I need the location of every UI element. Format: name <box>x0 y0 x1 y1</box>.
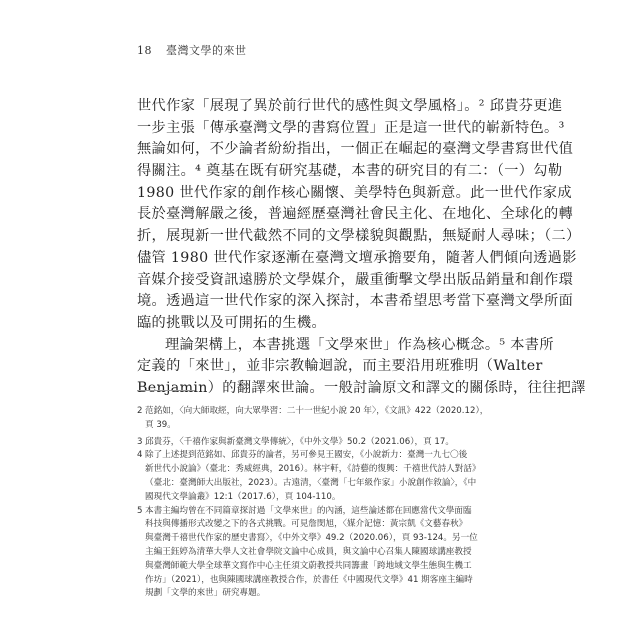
footnote-text: 國現代文學論叢》12:1（2017.6），頁 104-110。 <box>145 491 341 502</box>
footnote-text: 新世代小說論》（臺北：秀威經典，2016）。林宇軒，《詩藝的復興：千禧世代詩人對話》 <box>145 464 481 475</box>
footnote-text: 主編王鈺婷為清華大學人文社會學院文論中心成員，與文論中心召集人陳國球講座教授 <box>145 546 472 557</box>
running-title: 臺灣文學的來世 <box>166 44 247 57</box>
footnote-text: 范銘如，〈向大師取經，向大眾學習：二十一世紀小說 20 年〉，《文訊》422（2020.12）， <box>145 406 489 416</box>
footnote-number: 4 <box>137 450 143 461</box>
body-line: 境。透過這一世代作家的深入探討，本書希望思考當下臺灣文學所面 <box>137 293 574 310</box>
footnote-5 <box>137 505 497 519</box>
footnote-number: 5 <box>137 505 143 516</box>
footnote-text: 規劃「文學的來世」研究專題。 <box>145 588 266 599</box>
body-line: 臨的挑戰以及可開拓的生機。 <box>137 314 326 331</box>
footnote-number: 2 <box>137 406 143 416</box>
footnote-text: 邱貴芬，〈千禧作家與新臺灣文學傳統〉，《中外文學》50.2（2021.06），頁 17。 <box>145 436 454 447</box>
footnote-text: 與臺灣千禧世代作家的歷史書寫〉，《中外文學》49.2（2020.06），頁 93-124。另一位 <box>145 533 478 544</box>
body-line: 長於臺灣解嚴之後，普遍經歷臺灣社會民主化、在地化、全球化的轉 <box>137 206 574 223</box>
footnotes <box>137 405 497 601</box>
body-line: 儘管 1980 世代作家逐漸在臺灣文壇承擔要角，隨著人們傾向透過影 <box>137 249 577 266</box>
body-line: 1980 世代作家的創作核心關懷、美學特色與新意。此一世代作家成 <box>137 184 572 201</box>
footnote-text: 與臺灣師範大學全球華文寫作中心主任須文蔚教授共同籌畫「跨地域文學生態與生機工 <box>145 560 472 571</box>
running-header <box>137 42 247 58</box>
footnote-number: 3 <box>137 436 143 447</box>
body-line: 無論如何，不少論者紛紛指出，一個正在崛起的臺灣文學書寫世代值 <box>137 141 574 158</box>
body-line: 得關注。⁴ 奠基在既有研究基礎，本書的研究目的有二：（一）勾勒 <box>137 163 563 180</box>
body-line: Benjamin）的翻譯來世論。一般討論原文和譯文的關係時，往往把譯 <box>137 379 586 396</box>
footnote-text: 頁 39。 <box>145 419 176 430</box>
body-line: 理論架構上，本書挑選「文學來世」作為核心概念。⁵ 本書所 <box>165 336 554 353</box>
body-line: 一步主張「傳承臺灣文學的書寫位置」正是這一世代的嶄新特色。³ <box>137 119 565 136</box>
body-line: 音媒介接受資訊遠勝於文學媒介，嚴重衝擊文學出版品銷量和創作環 <box>137 271 574 288</box>
footnote-text: （臺北：臺灣師大出版社，2023）。古遠清，〈臺灣「七年級作家」小說創作敘論〉，《中 <box>145 477 477 488</box>
body-text <box>137 96 586 400</box>
footnote-divider <box>137 390 195 391</box>
footnote-text: 科技與傳播形式改變之下的各式挑戰。可見詹閔旭，〈媒介記憶：黃宗凱《文藝春秋》 <box>145 519 468 530</box>
page-number: 18 <box>137 44 152 57</box>
footnote-text: 作坊」（2021），也與陳國球講座教授合作，於書任《中國現代文學》41 期客座主編時 <box>145 574 473 585</box>
footnote-text: 除了上述提到范銘如、邱貴芬的論者，另可參見王國安，《小說新力：臺灣一九七〇後 <box>145 450 468 461</box>
body-line: 折，展現新一世代截然不同的文學樣貌與觀點，無疑耐人尋味；（二） <box>137 228 581 245</box>
footnote-2 <box>137 405 497 419</box>
footnote-4 <box>137 449 497 463</box>
body-line: 世代作家「展現了異於前行世代的感性與文學風格」。² 邱貴芬更進 <box>137 98 563 114</box>
footnote-3 <box>137 436 497 450</box>
footnote-text: 本書主編均曾在不同篇章探討過「文學來世」的內涵，這些論述都在回應當代文學面臨 <box>145 505 472 516</box>
body-line: 定義的「來世」，並非宗教輪迴說，而主要沿用班雅明（Walter <box>137 358 543 375</box>
